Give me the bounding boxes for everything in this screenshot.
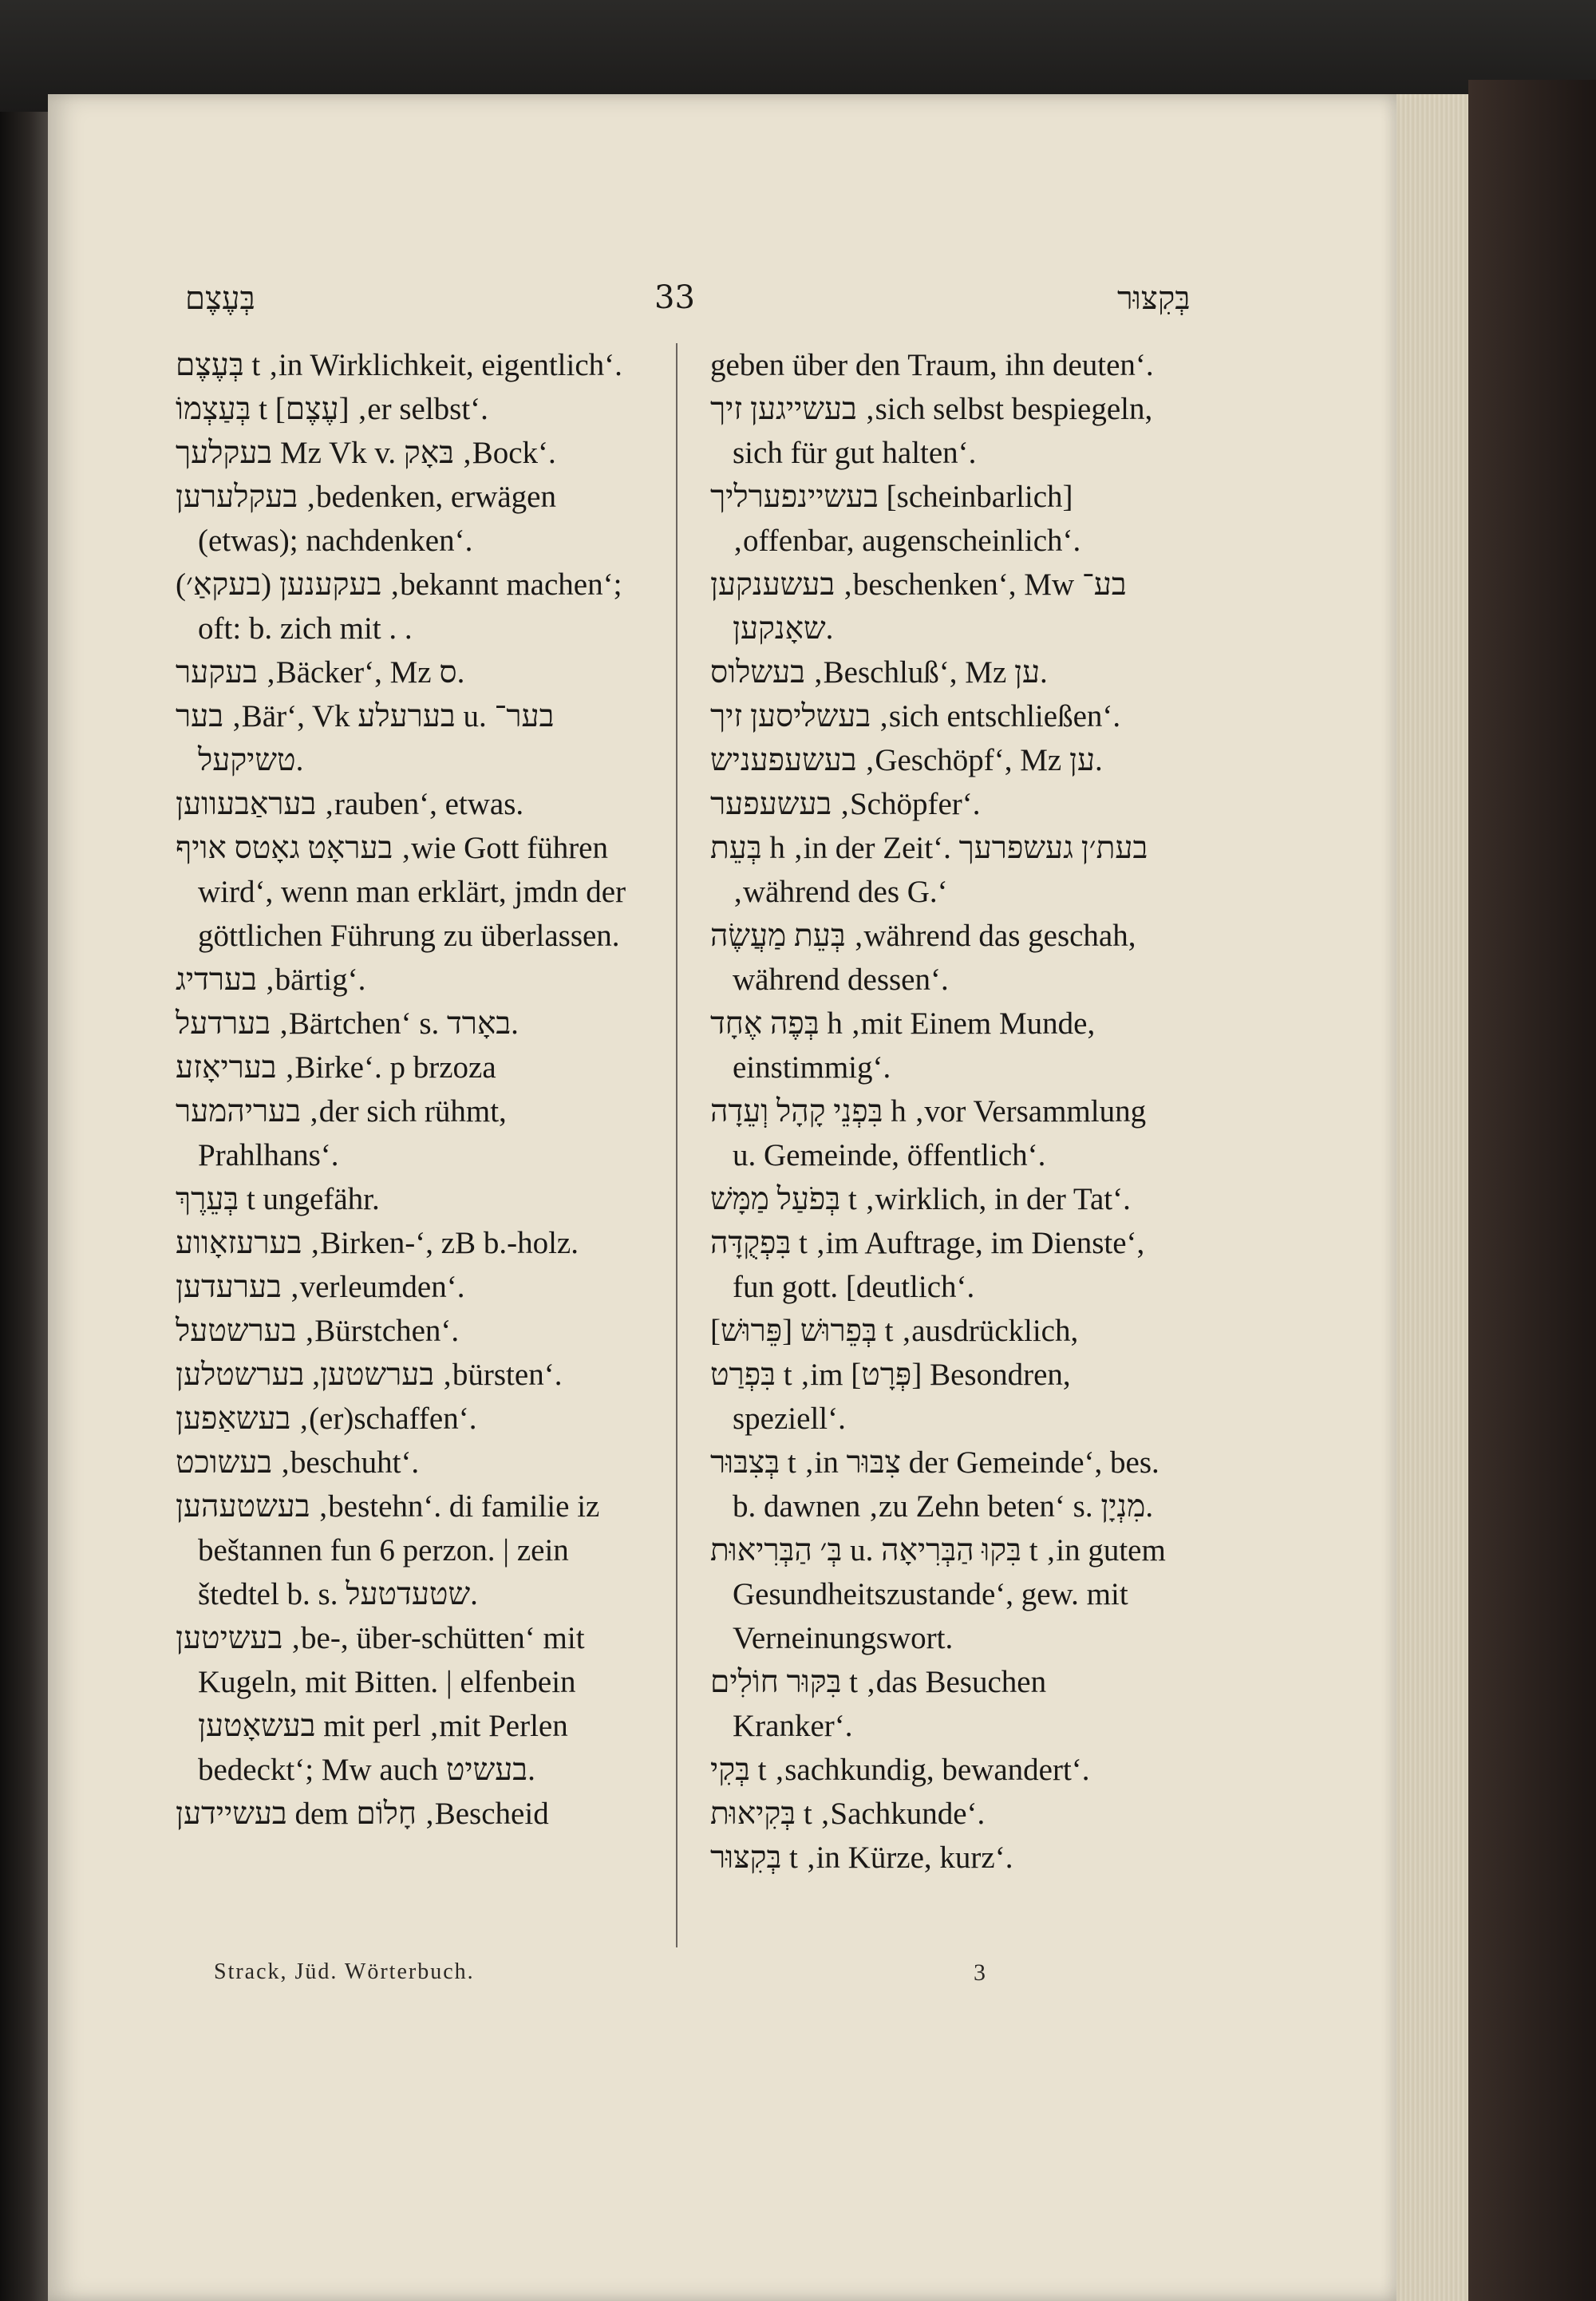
dictionary-entry: בערדיג ‚bärtig‘. (176, 963, 366, 997)
dictionary-entry: בעראָט גאָטס אויף ‚wie Gott führen wird‘, wenn man erklärt, jmdn der göttlichen Führung zu überlassen. (176, 831, 626, 953)
dictionary-entry: בער ‚Bär‘, Vk בערעלע u. בער־ טשיקעל. (176, 699, 555, 777)
dictionary-entry: בְּצִבּוּר t ‚in צִבּוּר der Gemeinde‘, bes. b. dawnen ‚zu Zehn beten‘ s. מִנְיָן. (710, 1445, 1159, 1524)
dictionary-entry: בְּ׳ הַבְּרִיאוּת u. בִּקוּ הַבְּרִיאָה t ‚in gutem Gesundheitszustande‘, gew. mit Verneinungswort. (710, 1533, 1166, 1655)
footer-sheet-number: 3 (974, 1959, 986, 1986)
footer-signature: Strack, Jüd. Wörterbuch. (214, 1959, 475, 1984)
dictionary-entry: בעשייגען זיך ‚sich selbst bespiegeln, sich für gut halten‘. (710, 392, 1153, 470)
dictionary-entry: בעריאָזע ‚Birke‘. p brzoza (176, 1050, 496, 1085)
dictionary-entry: בעקער ‚Bäcker‘, Mz ס. (176, 655, 465, 690)
dictionary-entry: בעשאַפען ‚(er)schaffen‘. (176, 1402, 477, 1436)
dictionary-entry: בעשטעהען ‚bestehn‘. di familie iz beštannen fun 6 perzon. | zein štedtel b. s. שטעדטעל. (176, 1489, 600, 1611)
dictionary-entry: בעשענקען ‚beschenken‘, Mw בע־ שאָנקען. (710, 567, 1127, 646)
dictionary-entry: בְּעַצְמוֹ t [עֶצֶם] ‚er selbst‘. (176, 392, 488, 426)
dictionary-entry: בִּפְקֻדָּה t ‚im Auftrage, im Dienste‘, fun gott. [deutlich‘. (710, 1226, 1145, 1304)
dictionary-entry: בעריהמער ‚der sich rühmt, Prahlhans‘. (176, 1094, 507, 1172)
dictionary-entry: בערעזאָווע ‚Birken-‘, zB b.-holz. (176, 1226, 579, 1260)
dictionary-entry: בעראַבעווען ‚rauben‘, etwas. (176, 787, 524, 821)
running-head-left: בְּעֶצֶם (185, 280, 255, 317)
dictionary-entry: בעשליסען זיך ‚sich entschließen‘. (710, 699, 1121, 733)
book-binding (0, 112, 48, 2301)
dictionary-entry: בְּעֵת מַעֲשֶׂה ‚während das geschah, während dessen‘. (710, 919, 1136, 997)
dictionary-entry: בְּעֶצֶם t ‚in Wirklichkeit, eigentlich‘. (176, 348, 622, 382)
dictionary-entry: בִּפְנֵי קָהָל וְעֵדָה h ‚vor Versammlung u. Gemeinde, öffentlich‘. (710, 1094, 1147, 1172)
dictionary-entry: בעשעפעניש ‚Geschöpf‘, Mz ען. (710, 743, 1103, 777)
dictionary-entry: בעשלוס ‚Beschluß‘, Mz ען. (710, 655, 1048, 690)
dictionary-entry: בְּפֶה אֶחָד h ‚mit Einem Munde, einstimmig‘. (710, 1006, 1096, 1085)
column-divider (676, 343, 678, 1947)
dictionary-entry: geben über den Traum, ihn deuten‘. (710, 348, 1154, 382)
dictionary-entry: בִּקּוּר חוֹלִים t ‚das Besuchen Kranker‘. (710, 1665, 1047, 1743)
dictionary-entry: בעקענען (בעקאַ׳) ‚bekannt machen‘; oft: b. zich mit . . (176, 567, 622, 646)
page-number: 33 (654, 279, 695, 316)
dictionary-entry: בעשעפער ‚Schöpfer‘. (710, 787, 981, 821)
dictionary-entry: בערשטעל ‚Bürstchen‘. (176, 1314, 460, 1348)
running-head-right: בְּקִצּוּר (1117, 280, 1191, 317)
dictionary-entry: בְּקִי t ‚sachkundig, bewandert‘. (710, 1753, 1090, 1787)
dictionary-entry: בעשיידען dem חָלוֹם ‚Bescheid (176, 1797, 549, 1831)
right-column (710, 343, 1173, 1947)
dictionary-entry: בערדעל ‚Bärtchen‘ s. באָרד. (176, 1006, 519, 1041)
dictionary-entry: בְּקִצּוּר t ‚in Kürze, kurz‘. (710, 1840, 1013, 1875)
book-cover-edge (1468, 80, 1596, 2301)
dictionary-entry: בעקלעך Mz Vk v. בּאָק ‚Bock‘. (176, 436, 556, 470)
dictionary-entry: בערעדען ‚verleumden‘. (176, 1270, 465, 1304)
dictionary-entry: בְּקִיאוּת t ‚Sachkunde‘. (710, 1797, 986, 1831)
page-stack-edge (1396, 94, 1468, 2301)
dictionary-entry: בִּפְרַט t ‚im [פְּרָט] Besondren, speziell‘. (710, 1358, 1071, 1436)
dictionary-entry: בעשיינפערליך [scheinbarlich] ‚offenbar, augenscheinlich‘. (710, 480, 1081, 558)
dictionary-entry: בעשוכט ‚beschuht‘. (176, 1445, 420, 1480)
dictionary-entry: בעשיטען ‚be-, über-schütten‘ mit Kugeln, mit Bitten. | elfenbein בעשאָטען mit perl ‚mit Perlen bedeckt‘; Mw auch בעשיט. (176, 1621, 585, 1787)
dictionary-entry: בערשטען, בערשטלען ‚bürsten‘. (176, 1358, 563, 1392)
left-column (176, 343, 654, 1947)
dictionary-entry: בעקלערען ‚bedenken, erwägen (etwas); nachdenken‘. (176, 480, 556, 558)
dictionary-entry: בְּפֵרוּשׁ [פֵּרוּשׁ] t ‚ausdrücklich, (710, 1314, 1079, 1348)
dictionary-entry: בְּעֵרֶךְ t ungefähr. (176, 1182, 380, 1216)
dictionary-entry: בְּפֹעַל מַמָּשׁ t ‚wirklich, in der Tat‘. (710, 1182, 1131, 1216)
dictionary-entry: בְּעֵת h ‚in der Zeit‘. בעת׳ן געשפרעך ‚während des G.‘ (710, 831, 1148, 909)
